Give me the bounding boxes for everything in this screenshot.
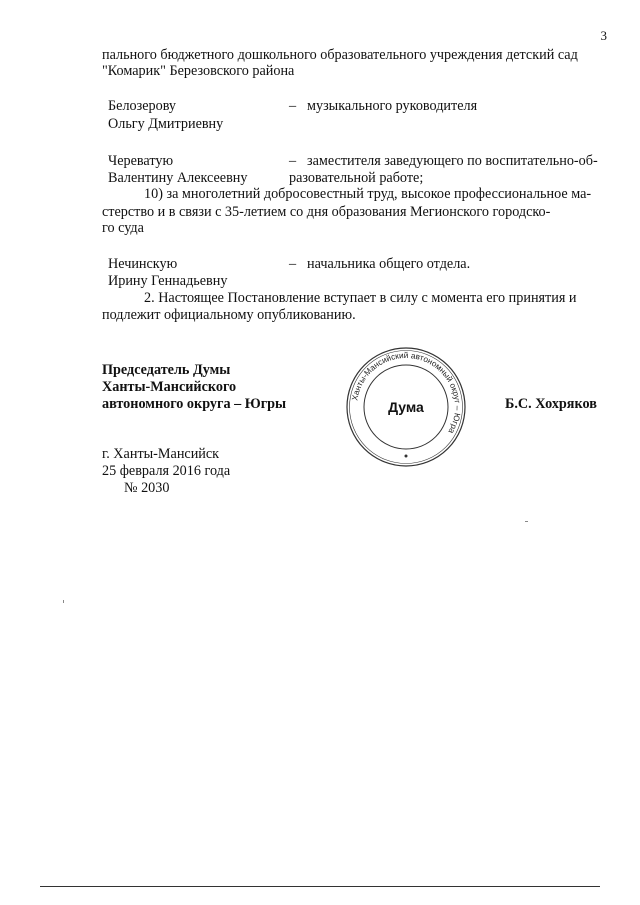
item-10-line-1: 10) за многолетний добросовестный труд, высокое профессиональное ма- xyxy=(144,186,592,202)
signature-title-line-1: Председатель Думы xyxy=(102,362,231,378)
signature-title-line-3: автономного округа – Югры xyxy=(102,396,287,412)
clause-2-line-2: подлежит официальному опубликованию. xyxy=(102,307,356,323)
awardee-3-position: начальника общего отдела. xyxy=(307,256,471,272)
awardee-1-dash: – xyxy=(289,98,297,114)
scan-speck xyxy=(63,600,64,603)
awardee-1-position: музыкального руководителя xyxy=(307,98,478,114)
scan-speck xyxy=(525,521,528,522)
signature-title-line-2: Ханты-Мансийского xyxy=(102,379,237,395)
awardee-2-position-line-1: заместителя заведующего по воспитательно-об- xyxy=(307,153,598,169)
item-10-line-3: го суда xyxy=(102,220,144,236)
footer-date: 25 февраля 2016 года xyxy=(102,463,231,479)
footer-number: № 2030 xyxy=(124,480,170,496)
seal-ring-text: Ханты-Мансийский автономный округ – Югра xyxy=(350,350,463,436)
page-number: 3 xyxy=(600,28,607,43)
footer-city: г. Ханты-Мансийск xyxy=(102,446,220,462)
awardee-3-dash: – xyxy=(289,256,297,272)
item-10-line-2: стерство и в связи с 35-летием со дня образования Мегионского городско- xyxy=(102,204,551,220)
signatory-name: Б.С. Хохряков xyxy=(505,396,597,412)
awardee-1-surname: Белозерову xyxy=(108,98,177,114)
awardee-2-surname: Череватую xyxy=(108,153,174,169)
awardee-2-position-line-2: разовательной работе; xyxy=(289,170,424,186)
clause-2-line-1: 2. Настоящее Постановление вступает в силу с момента его принятия и xyxy=(144,290,577,306)
intro-line-1: пального бюджетного дошкольного образовательного учреждения детский сад xyxy=(102,47,578,63)
awardee-1-given-names: Ольгу Дмитриевну xyxy=(108,116,224,132)
seal-center-text: Дума xyxy=(388,399,424,415)
awardee-2-dash: – xyxy=(289,153,297,169)
awardee-3-given-names: Ирину Геннадьевну xyxy=(108,273,228,289)
official-seal xyxy=(345,346,467,468)
page-bottom-rule xyxy=(40,886,600,887)
awardee-2-given-names: Валентину Алексеевну xyxy=(108,170,248,186)
intro-line-2: "Комарик" Березовского района xyxy=(102,63,295,79)
awardee-3-surname: Нечинскую xyxy=(108,256,178,272)
